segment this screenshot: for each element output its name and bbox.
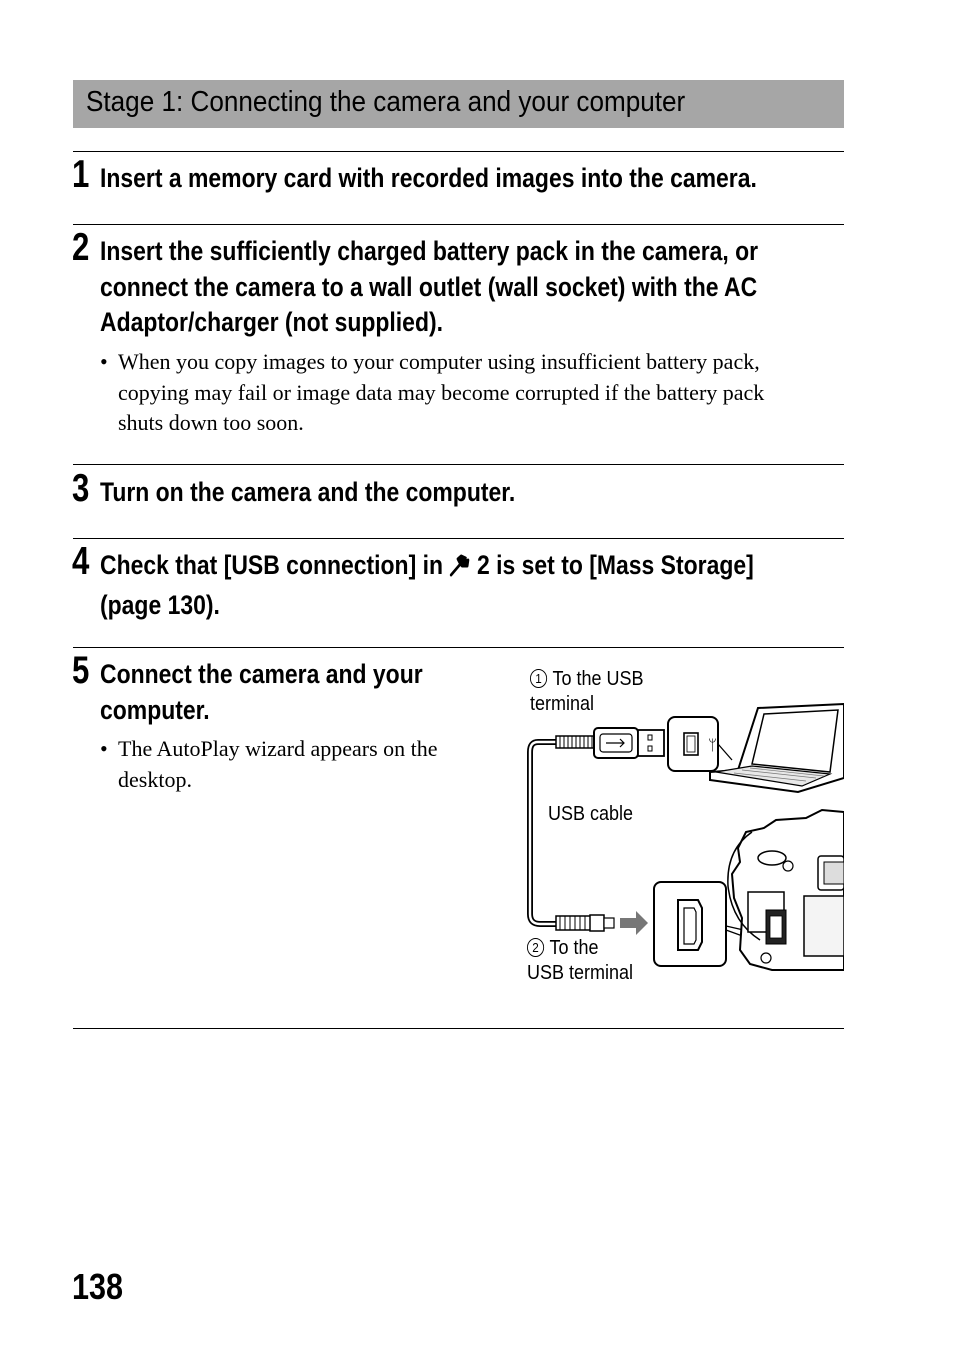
label-to-camera-usb-terminal xyxy=(527,936,633,986)
step-3-text xyxy=(100,475,515,511)
step-1-text xyxy=(100,161,757,197)
label-to-computer-usb-terminal xyxy=(530,667,644,717)
step-3-line: Turn on the camera and the computer. xyxy=(100,477,516,507)
label-text: To the xyxy=(549,937,599,959)
step-5-line: Connect the camera and your xyxy=(100,659,423,689)
step-4-number: 4 xyxy=(72,540,90,583)
step-2-note xyxy=(100,347,840,442)
bullet-dot: • xyxy=(100,736,108,761)
label-line: USB terminal xyxy=(527,962,634,984)
divider xyxy=(73,538,844,539)
step-2-line: Insert the sufficiently charged battery pack in the camera, or xyxy=(100,236,759,266)
divider xyxy=(73,224,844,225)
divider xyxy=(73,1028,844,1029)
step-5-line: computer. xyxy=(100,694,210,725)
step-4-text-before-icon: Check that [USB connection] in xyxy=(100,550,444,580)
wrench-icon xyxy=(448,552,470,588)
usb-connection-diagram xyxy=(520,660,844,1000)
note-line: The AutoPlay wizard appears on the xyxy=(118,736,438,761)
step-5-number: 5 xyxy=(72,649,90,692)
note-line: shuts down too soon. xyxy=(118,410,304,435)
step-1-line: Insert a memory card with recorded images into the camera. xyxy=(100,163,757,193)
step-3-number: 3 xyxy=(72,467,90,510)
page-number: 138 xyxy=(72,1266,124,1307)
section-title: Stage 1: Connecting the camera and your computer xyxy=(86,86,686,118)
step-2-line: connect the camera to a wall outlet (wall socket) with the AC xyxy=(100,271,758,302)
note-text xyxy=(118,347,764,439)
step-5-note xyxy=(100,734,490,799)
label-line xyxy=(527,936,633,961)
section-heading-bar xyxy=(73,80,844,128)
note-text xyxy=(118,734,438,795)
step-4-text xyxy=(100,548,754,623)
step-2-line: Adaptor/charger (not supplied). xyxy=(100,307,443,337)
note-line: When you copy images to your computer using insufficient battery pack, xyxy=(118,349,760,374)
step-5-text xyxy=(100,657,423,728)
step-1-number: 1 xyxy=(72,153,90,196)
label-text: To the USB xyxy=(552,668,644,690)
note-line: desktop. xyxy=(118,766,192,792)
step-4-text-after-icon: 2 is set to [Mass Storage] xyxy=(477,550,754,580)
step-4-line xyxy=(100,548,754,588)
usb-symbol: ᛘ xyxy=(708,736,718,754)
step-2-text xyxy=(100,234,758,341)
divider xyxy=(73,647,844,648)
divider xyxy=(73,464,844,465)
label-line xyxy=(530,667,644,692)
divider xyxy=(73,151,844,152)
step-2-number: 2 xyxy=(72,226,90,269)
usb-cable-label: USB cable xyxy=(548,803,634,825)
bullet-dot: • xyxy=(100,349,108,374)
circled-number: 2 xyxy=(527,938,544,957)
label-line: terminal xyxy=(530,693,595,715)
note-line: copying may fail or image data may become corrupted if the battery pack xyxy=(118,379,765,405)
circled-number: 1 xyxy=(530,669,547,688)
step-4-line: (page 130). xyxy=(100,589,220,620)
